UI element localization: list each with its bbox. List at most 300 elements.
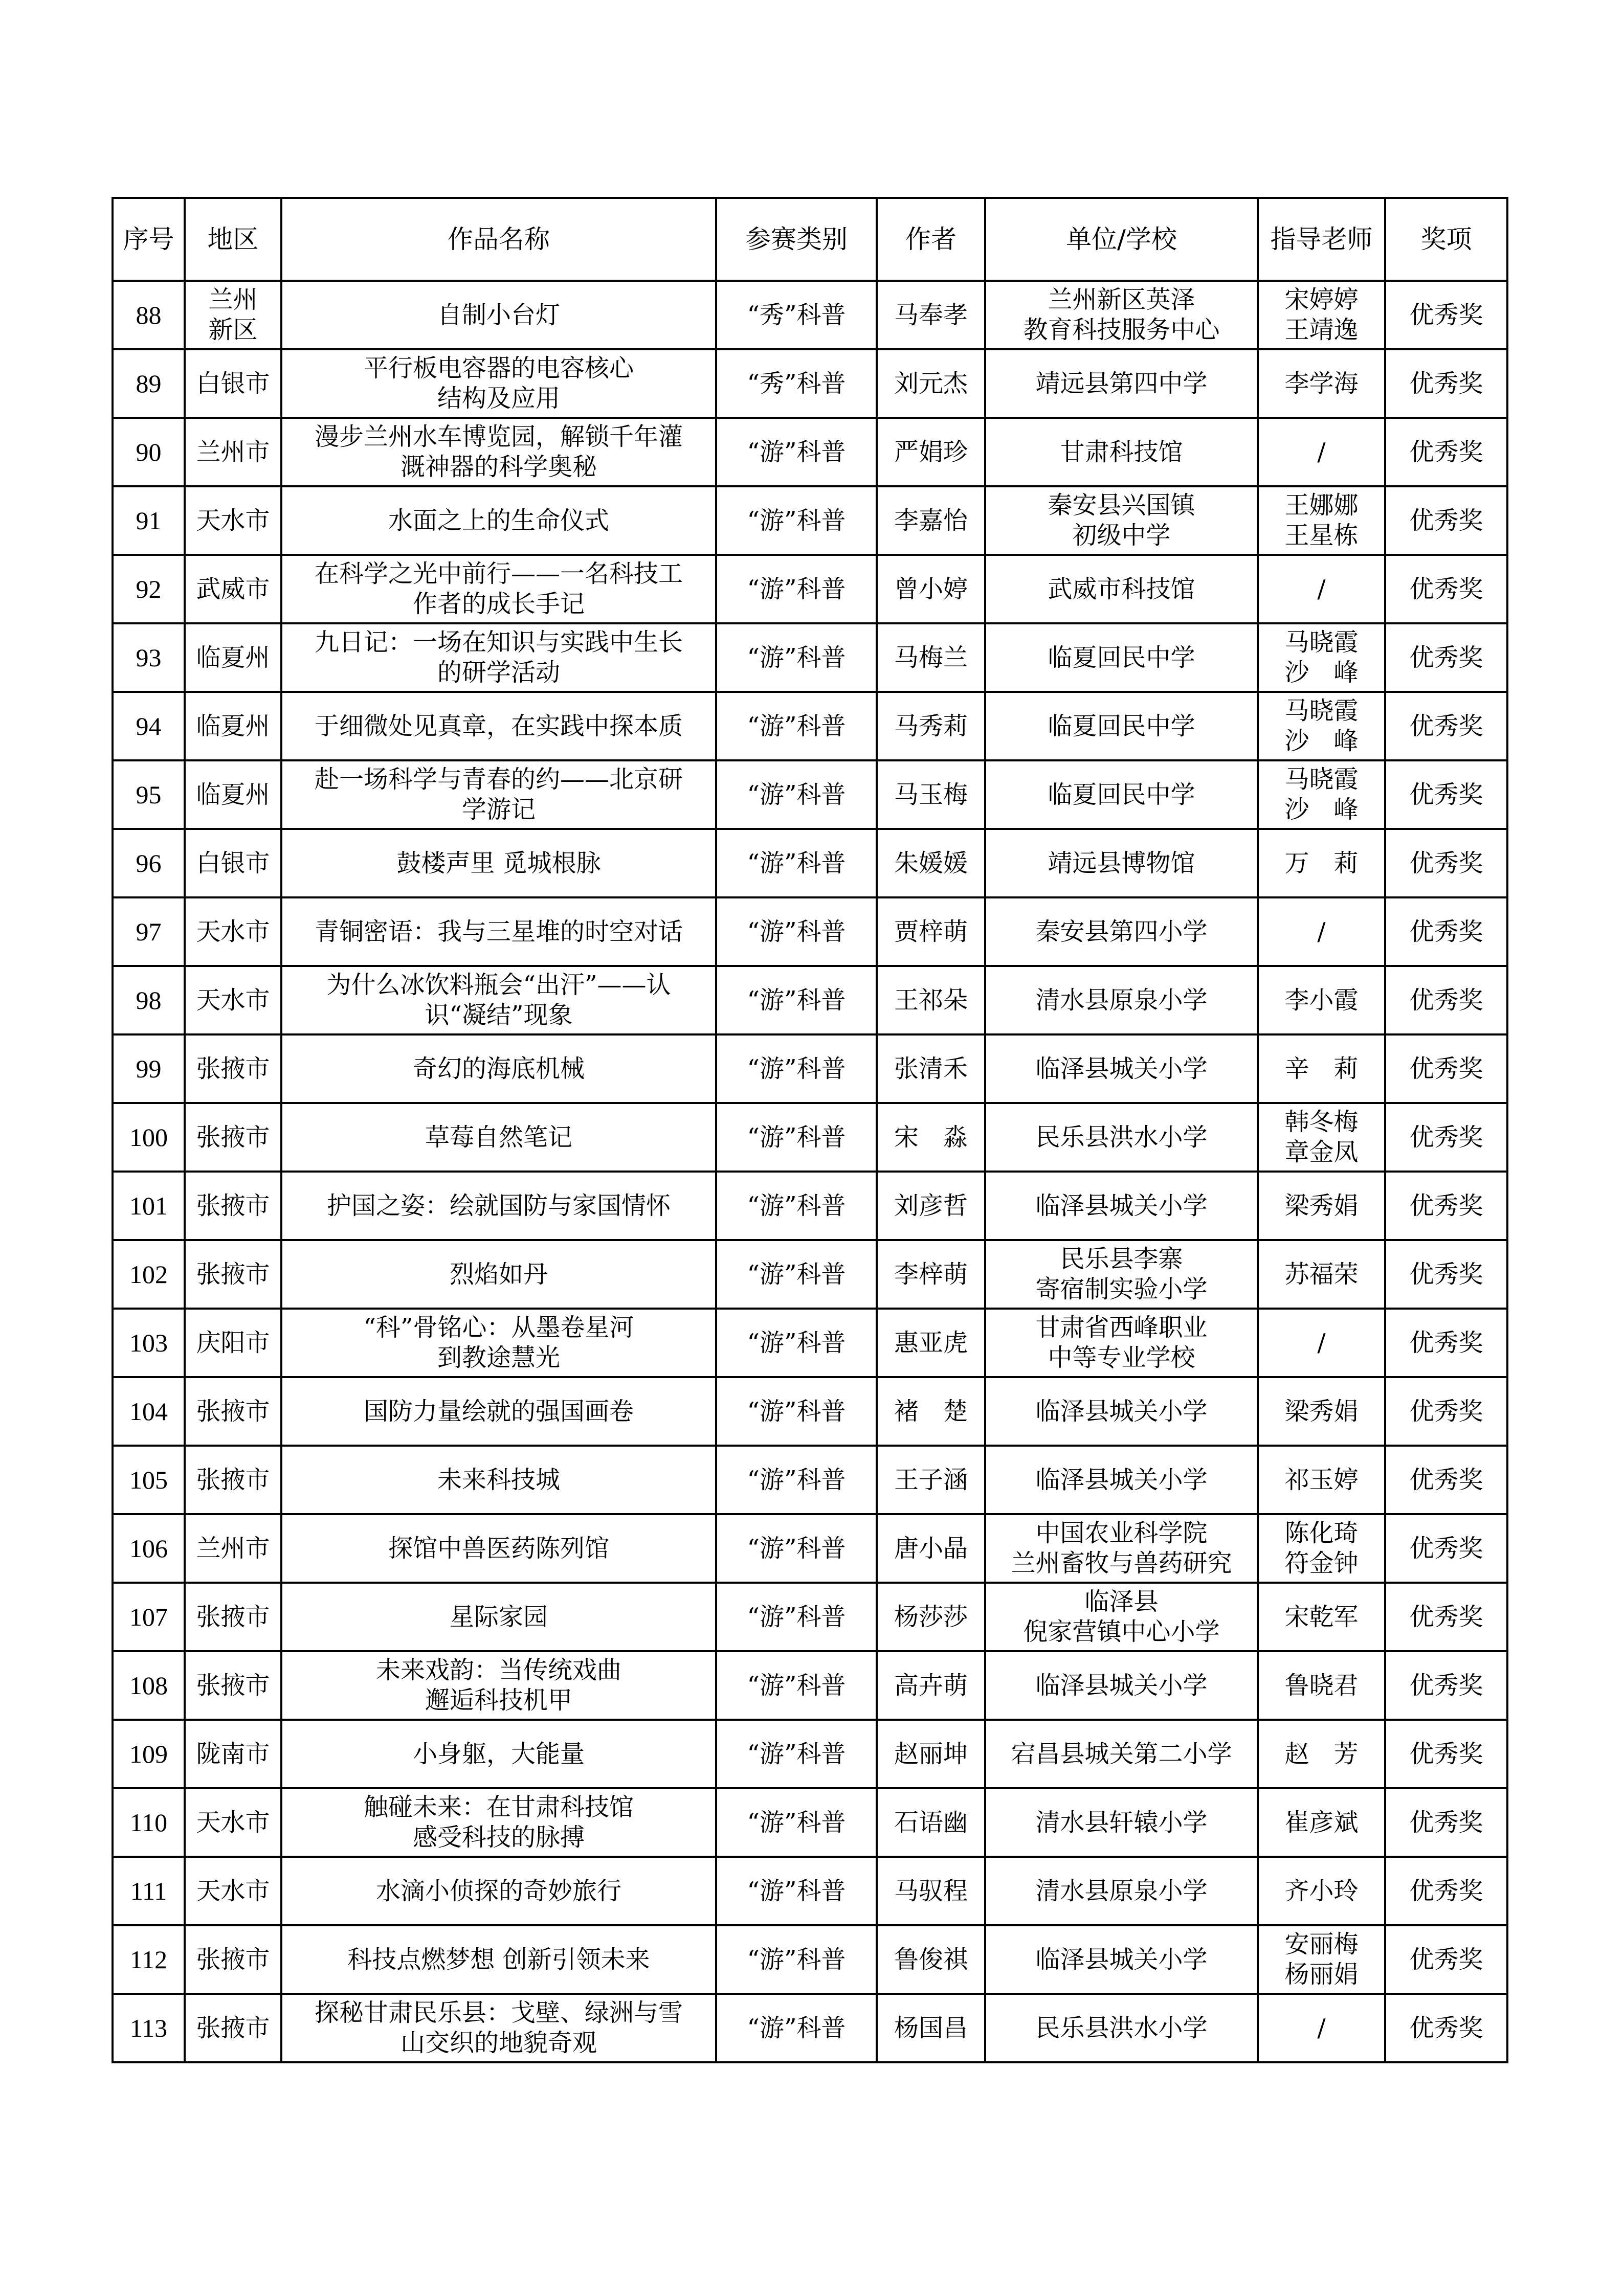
teacher-cell xyxy=(1258,1720,1385,1788)
table-row xyxy=(113,897,1507,966)
title-cell-text: 探馆中兽医药陈列馆 xyxy=(388,1534,609,1563)
author-cell-text: 杨莎莎 xyxy=(894,1602,968,1631)
teacher-cell-text: / xyxy=(1317,574,1326,603)
author-cell-text: 严娟珍 xyxy=(894,437,968,466)
unit-cell xyxy=(985,1514,1258,1583)
seq-cell-text: 104 xyxy=(129,1397,168,1426)
region-cell-text: 天水市 xyxy=(196,1808,270,1837)
region-cell-text: 临夏州 xyxy=(196,780,270,809)
seq-cell xyxy=(113,281,185,349)
seq-cell xyxy=(113,1994,185,2062)
title-cell xyxy=(281,1720,716,1788)
teacher-cell xyxy=(1258,1309,1385,1377)
region-cell xyxy=(185,1583,281,1651)
author-cell-text: 褚 楚 xyxy=(894,1397,968,1426)
region-cell-text: 兰州市 xyxy=(196,1534,270,1563)
table-row xyxy=(113,1651,1507,1720)
award-cell xyxy=(1385,897,1507,966)
title-cell xyxy=(281,1583,716,1651)
seq-cell xyxy=(113,1172,185,1240)
region-cell xyxy=(185,760,281,829)
award-cell xyxy=(1385,1788,1507,1857)
seq-cell xyxy=(113,1446,185,1514)
title-cell-text: 青铜密语：我与三星堆的时空对话 xyxy=(314,917,683,946)
region-cell xyxy=(185,1651,281,1720)
seq-cell-text: 105 xyxy=(129,1465,168,1494)
author-cell xyxy=(877,486,985,555)
region-cell-text: 天水市 xyxy=(196,506,270,535)
unit-cell xyxy=(985,349,1258,418)
award-cell xyxy=(1385,555,1507,623)
author-cell xyxy=(877,1720,985,1788)
author-cell xyxy=(877,1788,985,1857)
teacher-cell-text: 韩冬梅 章金凤 xyxy=(1284,1108,1359,1166)
teacher-cell xyxy=(1258,349,1385,418)
title-cell xyxy=(281,829,716,897)
title-cell-text: 触碰未来：在甘肃科技馆 感受科技的脉搏 xyxy=(363,1793,634,1852)
unit-cell-text: 中国农业科学院 兰州畜牧与兽药研究 xyxy=(1011,1519,1232,1578)
category-cell xyxy=(716,829,877,897)
award-cell-text: 优秀奖 xyxy=(1409,1739,1483,1768)
author-cell xyxy=(877,1172,985,1240)
award-cell-text: 优秀奖 xyxy=(1409,369,1483,398)
table-row xyxy=(113,1514,1507,1583)
unit-cell-text: 临夏回民中学 xyxy=(1048,780,1195,809)
teacher-cell xyxy=(1258,1240,1385,1309)
author-cell-text: 惠亚虎 xyxy=(894,1328,968,1357)
seq-cell xyxy=(113,897,185,966)
title-cell-text: 平行板电容器的电容核心 结构及应用 xyxy=(363,354,634,413)
award-cell xyxy=(1385,1377,1507,1446)
unit-cell xyxy=(985,1034,1258,1103)
region-cell-text: 张掖市 xyxy=(196,1945,270,1974)
award-cell xyxy=(1385,1651,1507,1720)
seq-cell xyxy=(113,1103,185,1172)
award-cell-text: 优秀奖 xyxy=(1409,711,1483,740)
teacher-cell xyxy=(1258,1857,1385,1925)
award-cell xyxy=(1385,418,1507,486)
author-cell xyxy=(877,897,985,966)
region-cell xyxy=(185,692,281,760)
title-cell xyxy=(281,897,716,966)
author-cell xyxy=(877,1309,985,1377)
seq-cell-text: 109 xyxy=(129,1739,168,1768)
title-cell xyxy=(281,692,716,760)
title-cell-text: 小身躯，大能量 xyxy=(412,1739,585,1768)
header-award: 奖项 xyxy=(1385,198,1507,281)
category-cell-text: “游”科普 xyxy=(747,780,846,809)
teacher-cell-text: 梁秀娟 xyxy=(1284,1191,1359,1220)
region-cell-text: 临夏州 xyxy=(196,711,270,740)
unit-cell xyxy=(985,1720,1258,1788)
category-cell-text: “游”科普 xyxy=(747,1122,846,1152)
title-cell-text: 未来科技城 xyxy=(437,1465,560,1494)
title-cell xyxy=(281,760,716,829)
seq-cell xyxy=(113,1240,185,1309)
table-row xyxy=(113,692,1507,760)
title-cell-text: 探秘甘肃民乐县：戈壁、绿洲与雪 山交织的地貌奇观 xyxy=(314,1998,683,2057)
seq-cell-text: 94 xyxy=(136,711,162,740)
unit-cell xyxy=(985,760,1258,829)
title-cell xyxy=(281,1240,716,1309)
teacher-cell xyxy=(1258,1788,1385,1857)
unit-cell-text: 临泽县城关小学 xyxy=(1035,1054,1208,1083)
seq-cell xyxy=(113,1720,185,1788)
author-cell xyxy=(877,1446,985,1514)
unit-cell xyxy=(985,281,1258,349)
unit-cell-text: 民乐县洪水小学 xyxy=(1035,1122,1208,1152)
seq-cell-text: 99 xyxy=(136,1054,162,1083)
unit-cell xyxy=(985,897,1258,966)
category-cell xyxy=(716,1925,877,1994)
author-cell xyxy=(877,1994,985,2062)
region-cell-text: 张掖市 xyxy=(196,1122,270,1152)
teacher-cell-text: / xyxy=(1317,2013,1326,2042)
award-cell xyxy=(1385,1309,1507,1377)
category-cell xyxy=(716,1857,877,1925)
title-cell-text: 九日记：一场在知识与实践中生长 的研学活动 xyxy=(314,628,683,687)
seq-cell xyxy=(113,1857,185,1925)
region-cell-text: 庆阳市 xyxy=(196,1328,270,1357)
region-cell xyxy=(185,1857,281,1925)
title-cell-text: 国防力量绘就的强国画卷 xyxy=(363,1397,634,1426)
category-cell xyxy=(716,1446,877,1514)
teacher-cell-text: / xyxy=(1317,1328,1326,1357)
award-cell xyxy=(1385,1446,1507,1514)
unit-cell-text: 秦安县第四小学 xyxy=(1035,917,1208,946)
author-cell xyxy=(877,281,985,349)
table-row xyxy=(113,1446,1507,1514)
table-row xyxy=(113,1994,1507,2062)
unit-cell xyxy=(985,829,1258,897)
author-cell xyxy=(877,418,985,486)
table-row xyxy=(113,281,1507,349)
region-cell-text: 张掖市 xyxy=(196,1602,270,1631)
award-cell-text: 优秀奖 xyxy=(1409,1534,1483,1563)
table-row xyxy=(113,1583,1507,1651)
author-cell xyxy=(877,349,985,418)
title-cell-text: 护国之姿：绘就国防与家国情怀 xyxy=(326,1191,671,1220)
table-row xyxy=(113,1377,1507,1446)
title-cell xyxy=(281,281,716,349)
award-cell-text: 优秀奖 xyxy=(1409,1328,1483,1357)
seq-cell-text: 111 xyxy=(130,1876,167,1905)
category-cell-text: “游”科普 xyxy=(747,1602,846,1631)
teacher-cell-text: / xyxy=(1317,437,1326,466)
award-cell-text: 优秀奖 xyxy=(1409,1122,1483,1152)
teacher-cell xyxy=(1258,623,1385,692)
category-cell xyxy=(716,555,877,623)
author-cell-text: 宋 淼 xyxy=(894,1122,968,1152)
award-cell-text: 优秀奖 xyxy=(1409,1191,1483,1220)
category-cell-text: “游”科普 xyxy=(747,1808,846,1837)
author-cell xyxy=(877,1034,985,1103)
seq-cell xyxy=(113,1377,185,1446)
region-cell-text: 兰州 新区 xyxy=(208,285,258,344)
teacher-cell-text: 鲁晓君 xyxy=(1284,1671,1359,1700)
category-cell-text: “游”科普 xyxy=(747,1397,846,1426)
teacher-cell-text: 马晓霞 沙 峰 xyxy=(1284,696,1359,755)
author-cell xyxy=(877,1583,985,1651)
unit-cell-text: 临泽县城关小学 xyxy=(1035,1671,1208,1700)
header-author: 作者 xyxy=(877,198,985,281)
title-cell-text: 鼓楼声里 觅城根脉 xyxy=(396,848,601,877)
region-cell-text: 天水市 xyxy=(196,917,270,946)
unit-cell xyxy=(985,1788,1258,1857)
region-cell xyxy=(185,966,281,1034)
author-cell xyxy=(877,829,985,897)
table-row xyxy=(113,760,1507,829)
table-row xyxy=(113,1720,1507,1788)
region-cell-text: 武威市 xyxy=(196,574,270,603)
region-cell xyxy=(185,1788,281,1857)
region-cell xyxy=(185,1309,281,1377)
teacher-cell-text: 王娜娜 王星栋 xyxy=(1284,491,1359,550)
category-cell-text: “游”科普 xyxy=(747,1054,846,1083)
award-cell-text: 优秀奖 xyxy=(1409,437,1483,466)
teacher-cell-text: 李学海 xyxy=(1284,369,1359,398)
author-cell-text: 马梅兰 xyxy=(894,643,968,672)
teacher-cell-text: 梁秀娟 xyxy=(1284,1397,1359,1426)
author-cell xyxy=(877,1377,985,1446)
category-cell xyxy=(716,897,877,966)
unit-cell-text: 兰州新区英泽 教育科技服务中心 xyxy=(1023,285,1220,344)
region-cell-text: 天水市 xyxy=(196,985,270,1015)
category-cell xyxy=(716,281,877,349)
region-cell-text: 白银市 xyxy=(196,369,270,398)
author-cell xyxy=(877,1925,985,1994)
seq-cell xyxy=(113,418,185,486)
teacher-cell-text: 齐小玲 xyxy=(1284,1876,1359,1905)
category-cell xyxy=(716,1240,877,1309)
seq-cell-text: 89 xyxy=(136,369,162,398)
title-cell xyxy=(281,1925,716,1994)
title-cell xyxy=(281,1172,716,1240)
author-cell-text: 杨国昌 xyxy=(894,2013,968,2042)
table-row xyxy=(113,1240,1507,1309)
author-cell-text: 赵丽坤 xyxy=(894,1739,968,1768)
header-teacher: 指导老师 xyxy=(1258,198,1385,281)
author-cell-text: 马驭程 xyxy=(894,1876,968,1905)
region-cell xyxy=(185,486,281,555)
category-cell-text: “游”科普 xyxy=(747,1328,846,1357)
award-cell xyxy=(1385,349,1507,418)
seq-cell-text: 88 xyxy=(136,300,162,329)
title-cell-text: 草莓自然笔记 xyxy=(425,1122,572,1152)
award-cell xyxy=(1385,281,1507,349)
title-cell xyxy=(281,1034,716,1103)
teacher-cell-text: 李小霞 xyxy=(1284,985,1359,1015)
title-cell xyxy=(281,1514,716,1583)
teacher-cell-text: 苏福荣 xyxy=(1284,1259,1359,1289)
award-cell-text: 优秀奖 xyxy=(1409,985,1483,1015)
teacher-cell xyxy=(1258,1583,1385,1651)
category-cell xyxy=(716,623,877,692)
region-cell-text: 张掖市 xyxy=(196,1054,270,1083)
teacher-cell-text: 辛 莉 xyxy=(1284,1054,1359,1083)
seq-cell xyxy=(113,1583,185,1651)
category-cell-text: “游”科普 xyxy=(747,1191,846,1220)
seq-cell xyxy=(113,1788,185,1857)
teacher-cell-text: 万 莉 xyxy=(1284,848,1359,877)
table-row xyxy=(113,966,1507,1034)
category-cell xyxy=(716,349,877,418)
table-row xyxy=(113,1309,1507,1377)
unit-cell xyxy=(985,418,1258,486)
award-cell xyxy=(1385,1034,1507,1103)
category-cell xyxy=(716,1583,877,1651)
teacher-cell-text: 陈化琦 符金钟 xyxy=(1284,1519,1359,1578)
category-cell xyxy=(716,1788,877,1857)
seq-cell-text: 90 xyxy=(136,437,162,466)
seq-cell xyxy=(113,1651,185,1720)
award-cell xyxy=(1385,1925,1507,1994)
table-row xyxy=(113,623,1507,692)
unit-cell-text: 甘肃省西峰职业 中等专业学校 xyxy=(1035,1313,1208,1372)
award-cell xyxy=(1385,623,1507,692)
author-cell-text: 王祁朵 xyxy=(894,985,968,1015)
title-cell xyxy=(281,486,716,555)
award-cell-text: 优秀奖 xyxy=(1409,1602,1483,1631)
seq-cell-text: 102 xyxy=(129,1259,168,1289)
author-cell-text: 李梓萌 xyxy=(894,1259,968,1289)
seq-cell-text: 107 xyxy=(129,1602,168,1631)
unit-cell xyxy=(985,486,1258,555)
unit-cell xyxy=(985,1240,1258,1309)
unit-cell-text: 靖远县第四中学 xyxy=(1035,369,1208,398)
unit-cell xyxy=(985,1446,1258,1514)
teacher-cell xyxy=(1258,555,1385,623)
title-cell xyxy=(281,1446,716,1514)
author-cell xyxy=(877,1857,985,1925)
category-cell xyxy=(716,1651,877,1720)
region-cell xyxy=(185,349,281,418)
author-cell xyxy=(877,1103,985,1172)
title-cell xyxy=(281,555,716,623)
table-row xyxy=(113,349,1507,418)
region-cell xyxy=(185,1514,281,1583)
category-cell-text: “游”科普 xyxy=(747,985,846,1015)
title-cell xyxy=(281,418,716,486)
region-cell-text: 天水市 xyxy=(196,1876,270,1905)
category-cell-text: “游”科普 xyxy=(747,917,846,946)
award-cell-text: 优秀奖 xyxy=(1409,1397,1483,1426)
author-cell-text: 马奉孝 xyxy=(894,300,968,329)
seq-cell-text: 106 xyxy=(129,1534,168,1563)
seq-cell-text: 98 xyxy=(136,985,162,1015)
award-cell-text: 优秀奖 xyxy=(1409,1876,1483,1905)
teacher-cell-text: 宋婷婷 王靖逸 xyxy=(1284,285,1359,344)
region-cell-text: 陇南市 xyxy=(196,1739,270,1768)
award-cell xyxy=(1385,692,1507,760)
award-cell-text: 优秀奖 xyxy=(1409,1808,1483,1837)
unit-cell-text: 临泽县 倪家营镇中心小学 xyxy=(1023,1587,1220,1646)
award-cell-text: 优秀奖 xyxy=(1409,848,1483,877)
teacher-cell xyxy=(1258,1925,1385,1994)
award-cell-text: 优秀奖 xyxy=(1409,1945,1483,1974)
award-cell xyxy=(1385,966,1507,1034)
unit-cell-text: 临泽县城关小学 xyxy=(1035,1397,1208,1426)
unit-cell xyxy=(985,1857,1258,1925)
category-cell xyxy=(716,1309,877,1377)
category-cell-text: “游”科普 xyxy=(747,1739,846,1768)
award-cell xyxy=(1385,1514,1507,1583)
region-cell-text: 兰州市 xyxy=(196,437,270,466)
seq-cell-text: 97 xyxy=(136,917,162,946)
region-cell xyxy=(185,1925,281,1994)
teacher-cell xyxy=(1258,1034,1385,1103)
table-row xyxy=(113,829,1507,897)
region-cell xyxy=(185,1034,281,1103)
teacher-cell xyxy=(1258,692,1385,760)
unit-cell-text: 民乐县李寨 寄宿制实验小学 xyxy=(1035,1245,1208,1303)
author-cell xyxy=(877,692,985,760)
region-cell xyxy=(185,1446,281,1514)
award-cell xyxy=(1385,1720,1507,1788)
award-cell xyxy=(1385,1172,1507,1240)
teacher-cell xyxy=(1258,486,1385,555)
award-cell-text: 优秀奖 xyxy=(1409,1054,1483,1083)
unit-cell-text: 清水县原泉小学 xyxy=(1035,985,1208,1015)
author-cell xyxy=(877,623,985,692)
region-cell xyxy=(185,1240,281,1309)
award-cell-text: 优秀奖 xyxy=(1409,917,1483,946)
teacher-cell xyxy=(1258,1994,1385,2062)
table-row xyxy=(113,555,1507,623)
teacher-cell xyxy=(1258,1377,1385,1446)
category-cell-text: “游”科普 xyxy=(747,506,846,535)
title-cell xyxy=(281,1788,716,1857)
unit-cell xyxy=(985,1377,1258,1446)
title-cell-text: 在科学之光中前行——一名科技工 作者的成长手记 xyxy=(314,559,683,618)
title-cell xyxy=(281,1377,716,1446)
title-cell xyxy=(281,1857,716,1925)
title-cell xyxy=(281,623,716,692)
seq-cell xyxy=(113,623,185,692)
unit-cell-text: 武威市科技馆 xyxy=(1048,574,1195,603)
title-cell xyxy=(281,1103,716,1172)
region-cell-text: 白银市 xyxy=(196,848,270,877)
teacher-cell xyxy=(1258,829,1385,897)
title-cell-text: 烈焰如丹 xyxy=(449,1259,548,1289)
author-cell xyxy=(877,1240,985,1309)
unit-cell-text: 清水县原泉小学 xyxy=(1035,1876,1208,1905)
teacher-cell-text: 崔彦斌 xyxy=(1284,1808,1359,1837)
award-cell xyxy=(1385,760,1507,829)
unit-cell xyxy=(985,1994,1258,2062)
region-cell xyxy=(185,1720,281,1788)
region-cell xyxy=(185,1377,281,1446)
header-seq: 序号 xyxy=(113,198,185,281)
title-cell-text: 水滴小侦探的奇妙旅行 xyxy=(375,1876,621,1905)
header-region: 地区 xyxy=(185,198,281,281)
author-cell-text: 马秀莉 xyxy=(894,711,968,740)
category-cell xyxy=(716,418,877,486)
category-cell xyxy=(716,1720,877,1788)
author-cell-text: 唐小晶 xyxy=(894,1534,968,1563)
author-cell-text: 高卉萌 xyxy=(894,1671,968,1700)
award-cell xyxy=(1385,1994,1507,2062)
seq-cell xyxy=(113,486,185,555)
table-row xyxy=(113,1172,1507,1240)
unit-cell xyxy=(985,1651,1258,1720)
category-cell xyxy=(716,1514,877,1583)
seq-cell-text: 110 xyxy=(129,1808,168,1837)
teacher-cell-text: 安丽梅 杨丽娟 xyxy=(1284,1930,1359,1989)
region-cell-text: 临夏州 xyxy=(196,643,270,672)
seq-cell xyxy=(113,349,185,418)
teacher-cell-text: 赵 芳 xyxy=(1284,1739,1359,1768)
